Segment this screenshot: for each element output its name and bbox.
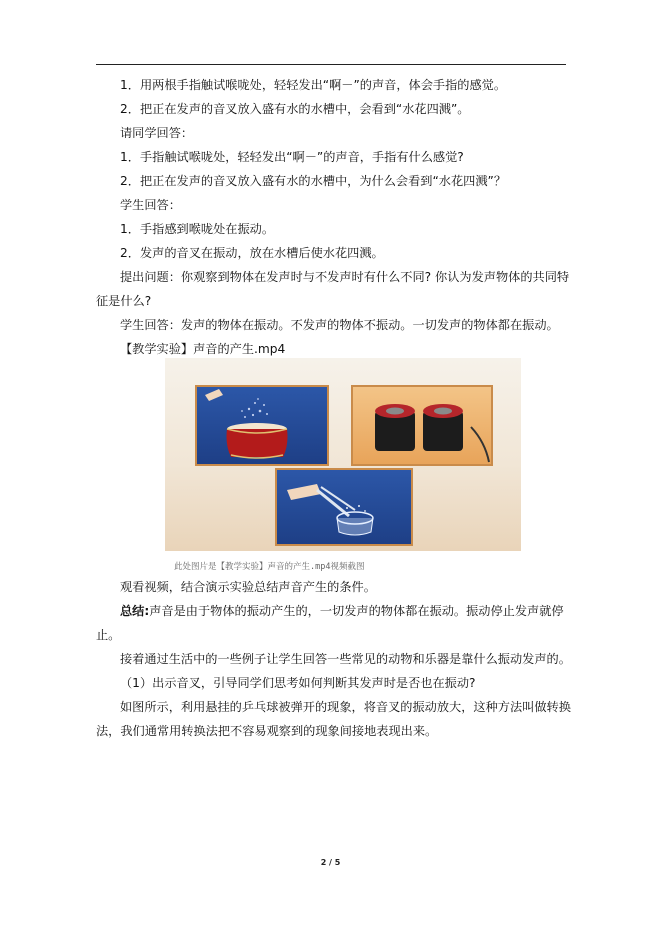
text-line: 2．把正在发声的音叉放入盛有水的水槽中，会看到“水花四溅”。: [120, 102, 470, 116]
text-line: 接着通过生活中的一些例子让学生回答一些常见的动物和乐器是靠什么振动发声的。: [120, 652, 571, 666]
page-number: 2 / 5: [320, 858, 341, 867]
text-line: 如图所示，利用悬挂的乒乓球被弹开的现象，将音叉的振动放大，这种方法叫做转换: [120, 700, 571, 714]
text-line: 请同学回答：: [120, 126, 194, 140]
text-line: 提出问题：你观察到物体在发声时与不发声时有什么不同? 你认为发声物体的共同特: [120, 270, 570, 284]
text-line: 1．用两根手指触试喉咙处，轻轻发出“啊－”的声音，体会手指的感觉。: [120, 78, 507, 92]
drum-illustration: [197, 387, 327, 464]
summary-text: 声音是由于物体的振动产生的，一切发声的物体都在振动。振动停止发声就停: [149, 604, 564, 618]
text-line: 2．把正在发声的音叉放入盛有水的水槽中，为什么会看到“水花四溅”？: [120, 174, 507, 188]
text-line: 观看视频，结合演示实验总结声音产生的条件。: [120, 580, 376, 594]
text-line: 止。: [96, 628, 121, 642]
summary-label: 总结:: [120, 604, 150, 618]
text-line: 学生回答：发声的物体在振动。不发声的物体不振动。一切发声的物体都在振动。: [120, 318, 559, 332]
text-line: 学生回答：: [120, 198, 181, 212]
text-line: 【教学实验】声音的产生.mp4: [120, 342, 286, 356]
text-line: 1．手指触试喉咙处，轻轻发出“啊－”的声音，手指有什么感觉?: [120, 150, 464, 164]
text-line: 2．发声的音叉在振动，放在水槽后使水花四溅。: [120, 246, 384, 260]
tuning-fork-image: [275, 468, 413, 546]
speakers-image: [351, 385, 493, 466]
text-line: （1）出示音叉，引导同学们思考如何判断其发声时是否也在振动?: [120, 676, 476, 690]
header-rule: [96, 64, 566, 65]
summary-line: [96, 599, 566, 623]
text-block-bottom: [96, 575, 571, 743]
tuning-fork-illustration: [277, 470, 411, 544]
drum-image: [195, 385, 329, 466]
text-line: 征是什么?: [96, 294, 152, 308]
text-line: 法，我们通常用转换法把不容易观察到的现象间接地表现出来。: [96, 724, 438, 738]
video-screenshot-figure: [165, 358, 521, 551]
text-block-top: [96, 73, 570, 361]
text-line: 1．手指感到喉咙处在振动。: [120, 222, 275, 236]
figure-caption: 此处图片是【教学实验】声音的产生.mp4视频截图: [174, 562, 365, 572]
speakers-illustration: [353, 387, 491, 464]
